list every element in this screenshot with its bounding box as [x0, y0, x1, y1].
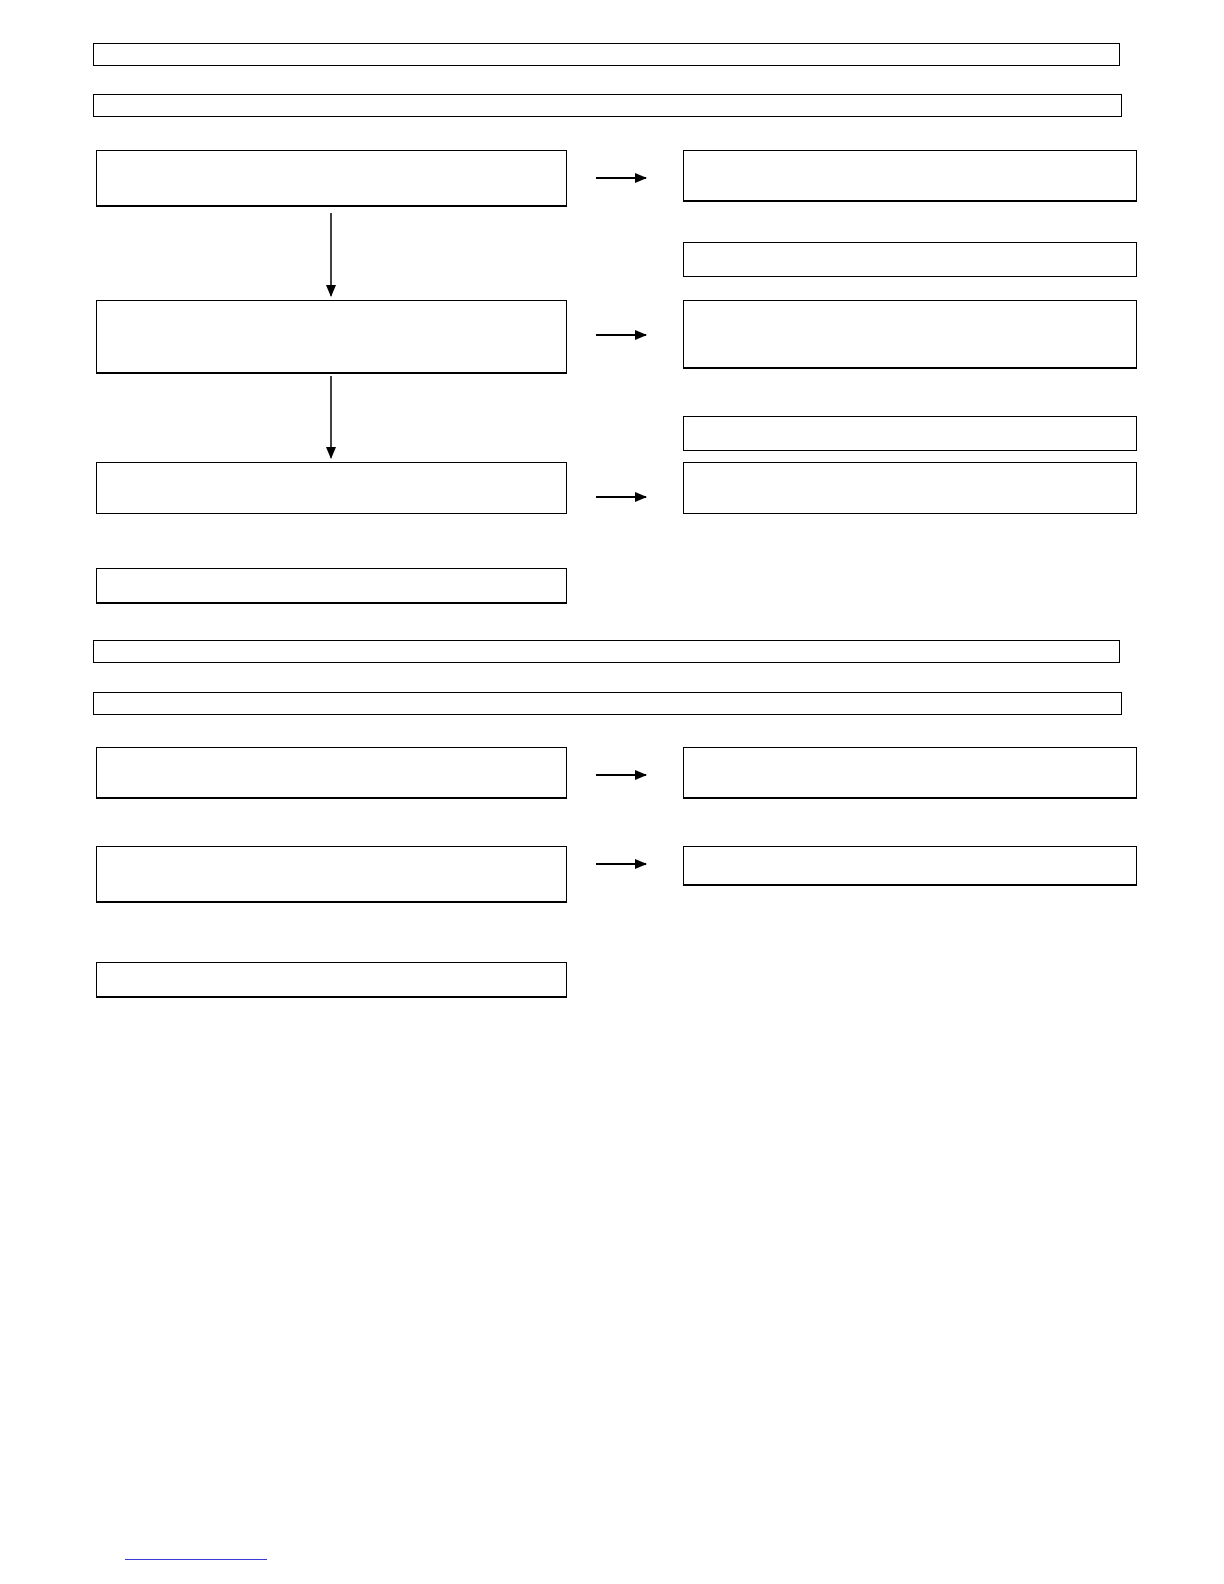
section-1-final-result — [96, 568, 567, 604]
section-1-subbanner — [93, 94, 1122, 117]
section-1-step-2 — [96, 300, 567, 374]
section-2-banner — [93, 640, 1120, 663]
section-1-outcome-1 — [683, 150, 1137, 202]
section-2-subbanner — [93, 692, 1122, 715]
section-1-banner — [93, 43, 1120, 66]
section-1-outcome-3 — [683, 462, 1137, 514]
section-1-outcome-2 — [683, 300, 1137, 369]
section-1-result-2 — [683, 416, 1137, 451]
section-2-final-result — [96, 962, 567, 998]
section-2-step-1 — [96, 747, 567, 799]
section-2-step-2 — [96, 846, 567, 903]
footnote-rule — [125, 1559, 267, 1560]
section-1-step-3 — [96, 462, 567, 514]
section-2-outcome-2 — [683, 846, 1137, 886]
section-1-result-1 — [683, 242, 1137, 277]
section-2-outcome-1 — [683, 747, 1137, 799]
section-1-step-1 — [96, 150, 567, 207]
